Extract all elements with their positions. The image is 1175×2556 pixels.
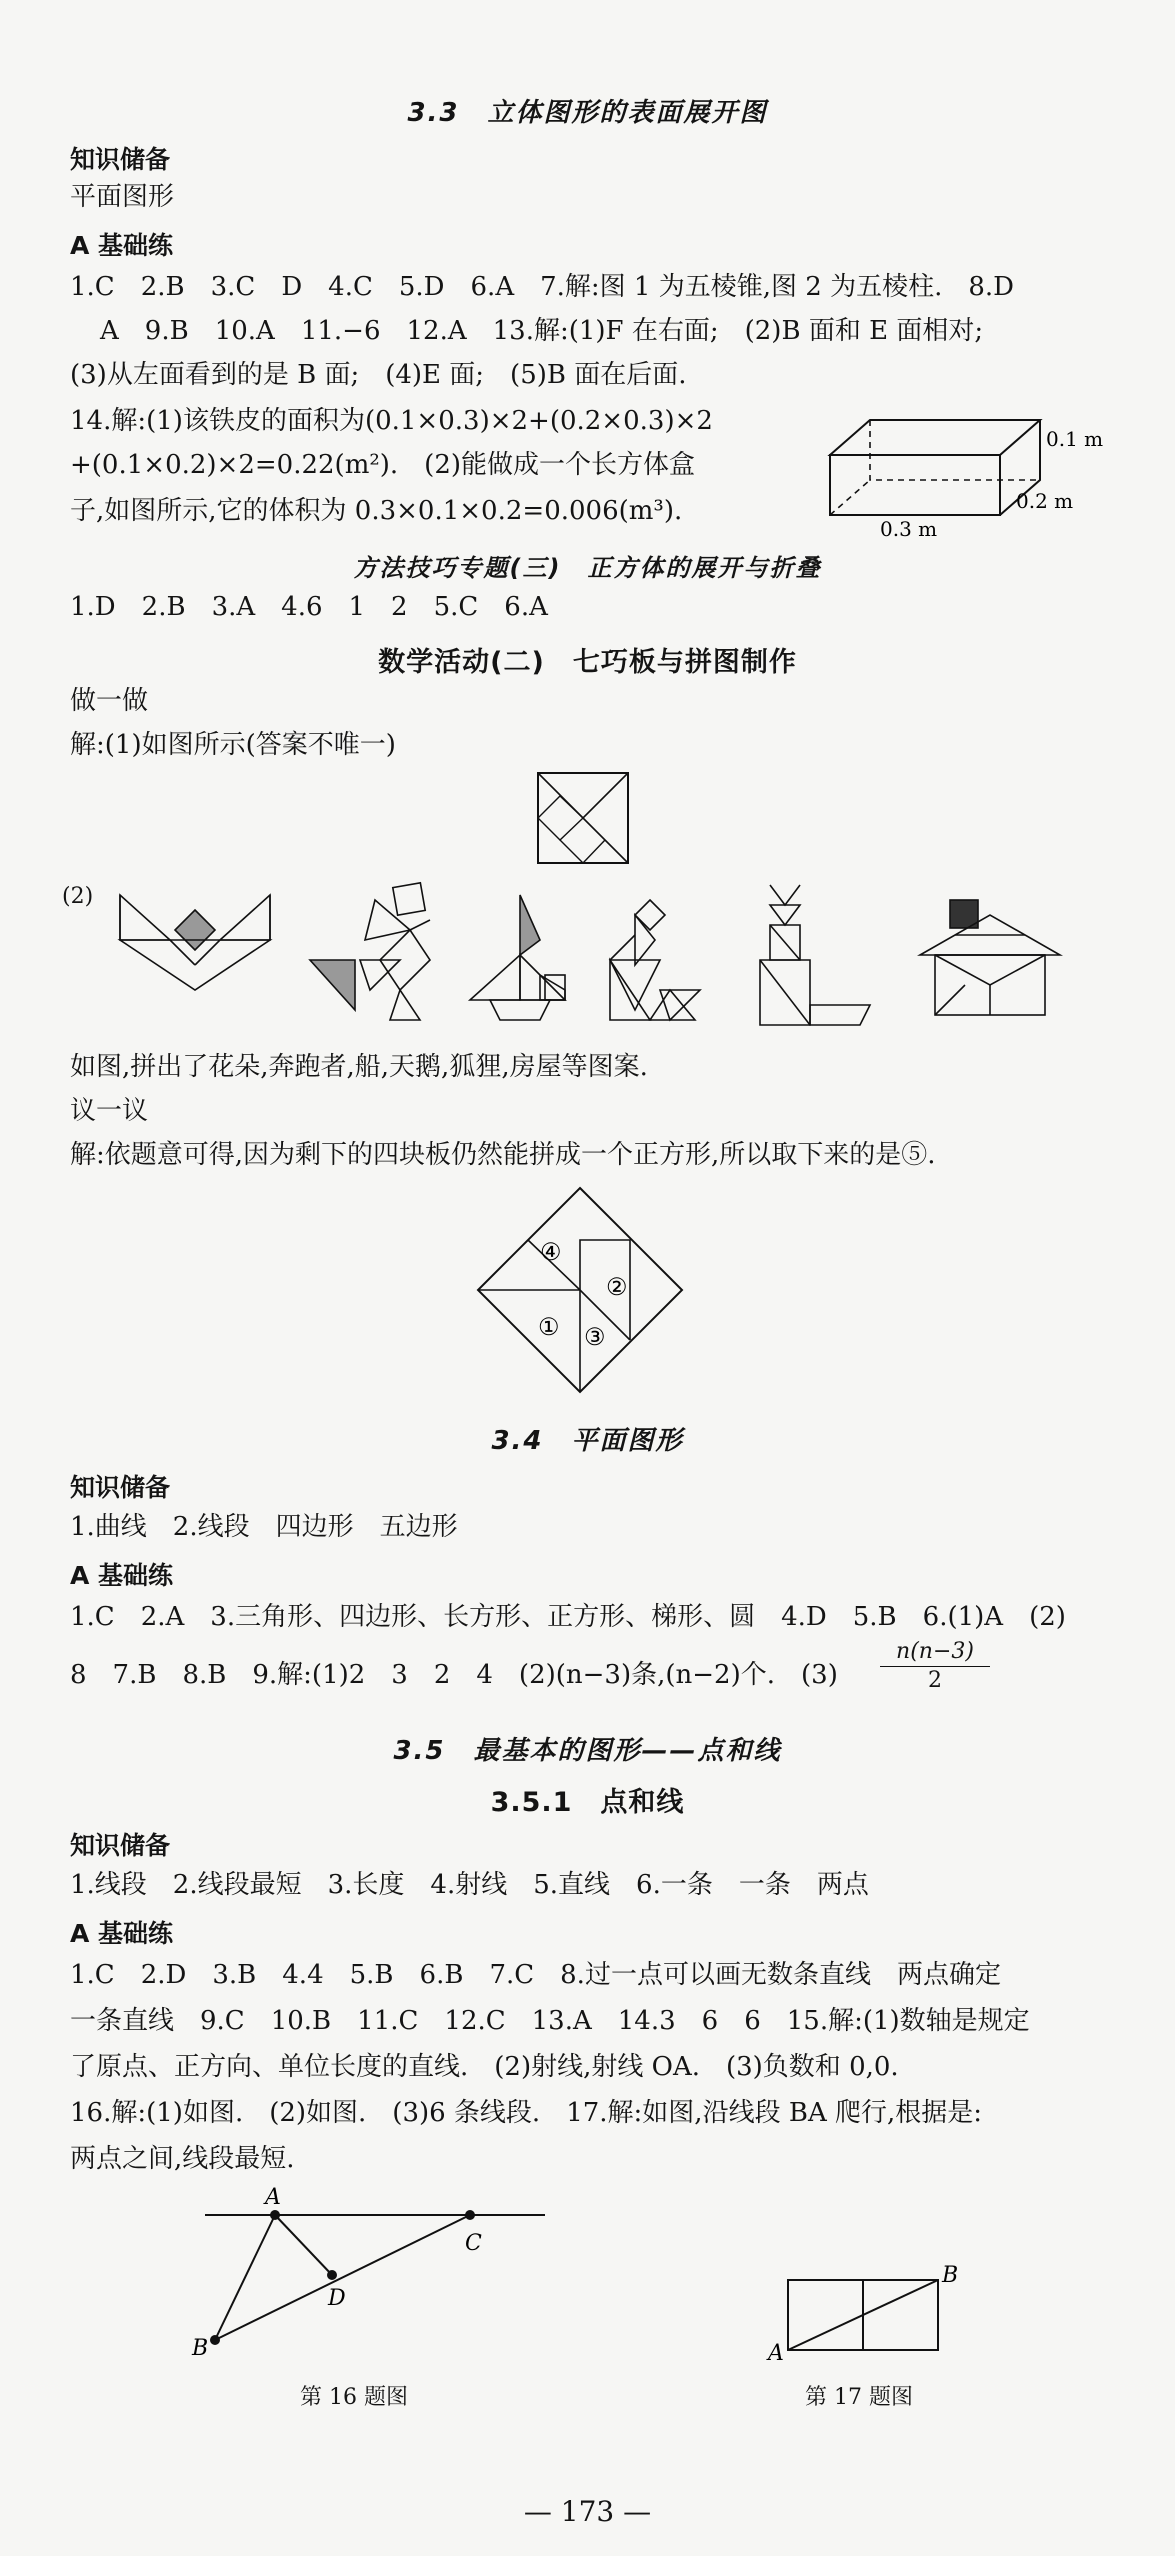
knowledge-label: 知识储备 [70, 1473, 171, 1502]
answer-line: 1.线段 2.线段最短 3.长度 4.射线 5.直线 6.一条 一条 两点 [70, 1870, 869, 1900]
text-line: 平面图形 [70, 182, 175, 212]
do-it-label: 做一做 [70, 686, 149, 716]
answer-line: 一条直线 9.C 10.B 11.C 12.C 13.A 14.3 6 6 15.解:(1)数轴是规定 [70, 2006, 1030, 2036]
height-label: 0.1 m [1046, 427, 1104, 451]
runner-shape [310, 883, 430, 1020]
section-3-5-title: 3.5 最基本的图形——点和线 [393, 1736, 782, 1766]
answer-line: A 9.B 10.A 11.−6 12.A 13.解:(1)F 在右面; (2)B 面和 E 面相对; [100, 316, 984, 346]
answer-line: 1.D 2.B 3.A 4.6 1 2 5.C 6.A [70, 592, 548, 622]
answer-line: +(0.1×0.2)×2=0.22(m²). (2)能做成一个长方体盒 [70, 450, 696, 480]
swan-shape [610, 900, 700, 1020]
flower-shape [120, 895, 270, 990]
knowledge-label: 知识储备 [70, 145, 171, 174]
answer-line: 1.C 2.A 3.三角形、四边形、长方形、正方形、梯形、圆 4.D 5.B 6.(1)A (2) [70, 1602, 1066, 1632]
width-label: 0.2 m [1016, 489, 1074, 513]
discuss-label: 议一议 [70, 1096, 149, 1126]
answer-line: 1.C 2.D 3.B 4.4 5.B 6.B 7.C 8.过一点可以画无数条直线 两点确定 [70, 1960, 1001, 1990]
length-label: 0.3 m [880, 517, 938, 541]
basic-practice-label: A 基础练 [70, 1919, 174, 1948]
fraction-denominator: 2 [928, 1668, 942, 1693]
answer-line: 16.解:(1)如图. (2)如图. (3)6 条线段. 17.解:如图,沿线段 BA 爬行,根据是: [70, 2098, 983, 2128]
basic-practice-label: A 基础练 [70, 231, 174, 260]
piece-4-label: ④ [540, 1238, 562, 1266]
activity-title: 数学活动(二) 七巧板与拼图制作 [378, 647, 797, 678]
point-A-label: A [768, 2341, 784, 2366]
fox-shape [760, 885, 870, 1025]
tangram-square-figure [535, 770, 635, 874]
answer-line: 解:(1)如图所示(答案不唯一) [70, 730, 396, 760]
part-2-label: (2) [62, 884, 94, 909]
answer-line: 子,如图所示,它的体积为 0.3×0.1×0.2=0.006(m³). [70, 496, 683, 526]
boat-shape [470, 895, 565, 1020]
subsection-title: 3.5.1 点和线 [490, 1787, 685, 1818]
answer-line: 14.解:(1)该铁皮的面积为(0.1×0.3)×2+(0.2×0.3)×2 [70, 406, 713, 436]
figure-17 [760, 2260, 980, 2370]
figure-17-caption: 第 17 题图 [805, 2385, 913, 2410]
tangram-patterns [110, 880, 1070, 1030]
point-B-label: B [192, 2336, 209, 2361]
section-3-4-title: 3.4 平面图形 [491, 1426, 684, 1456]
basic-practice-label: A 基础练 [70, 1561, 174, 1590]
fraction [880, 1638, 990, 1695]
page-number: — 173 — [523, 2495, 652, 2528]
method-topic-title: 方法技巧专题(三) 正方体的展开与折叠 [353, 554, 822, 582]
piece-1-label: ① [538, 1313, 560, 1341]
fraction-numerator: n(n−3) [880, 1638, 990, 1667]
figure-16-caption: 第 16 题图 [300, 2385, 408, 2410]
point-C-label: C [465, 2231, 482, 2256]
answer-line: (3)从左面看到的是 B 面; (4)E 面; (5)B 面在后面. [70, 360, 687, 390]
answer-line: 解:依题意可得,因为剩下的四块板仍然能拼成一个正方形,所以取下来的是⑤. [70, 1140, 936, 1170]
knowledge-label: 知识储备 [70, 1831, 171, 1860]
answer-line: 了原点、正方向、单位长度的直线. (2)射线,射线 OA. (3)负数和 0,0. [70, 2052, 899, 2082]
piece-2-label: ② [606, 1273, 628, 1301]
section-3-3-title: 3.3 立体图形的表面展开图 [407, 98, 768, 128]
point-A-label: A [265, 2185, 281, 2210]
house-shape [920, 900, 1060, 1015]
tangram-diamond-figure [470, 1180, 690, 1405]
answer-line: 8 7.B 8.B 9.解:(1)2 3 2 4 (2)(n−3)条,(n−2)个. (3) [70, 1660, 838, 1690]
piece-3-label: ③ [584, 1323, 606, 1351]
answer-line: 1.C 2.B 3.C D 4.C 5.D 6.A 7.解:图 1 为五棱锥,图 2 为五棱柱. 8.D [70, 272, 1014, 302]
cuboid-figure [820, 400, 1104, 541]
answer-line: 两点之间,线段最短. [70, 2144, 295, 2174]
figure-16 [180, 2180, 560, 2370]
point-D-label: D [328, 2286, 346, 2311]
answer-line: 如图,拼出了花朵,奔跑者,船,天鹅,狐狸,房屋等图案. [70, 1052, 648, 1082]
answer-line: 1.曲线 2.线段 四边形 五边形 [70, 1512, 458, 1542]
point-B-label: B [942, 2263, 959, 2288]
